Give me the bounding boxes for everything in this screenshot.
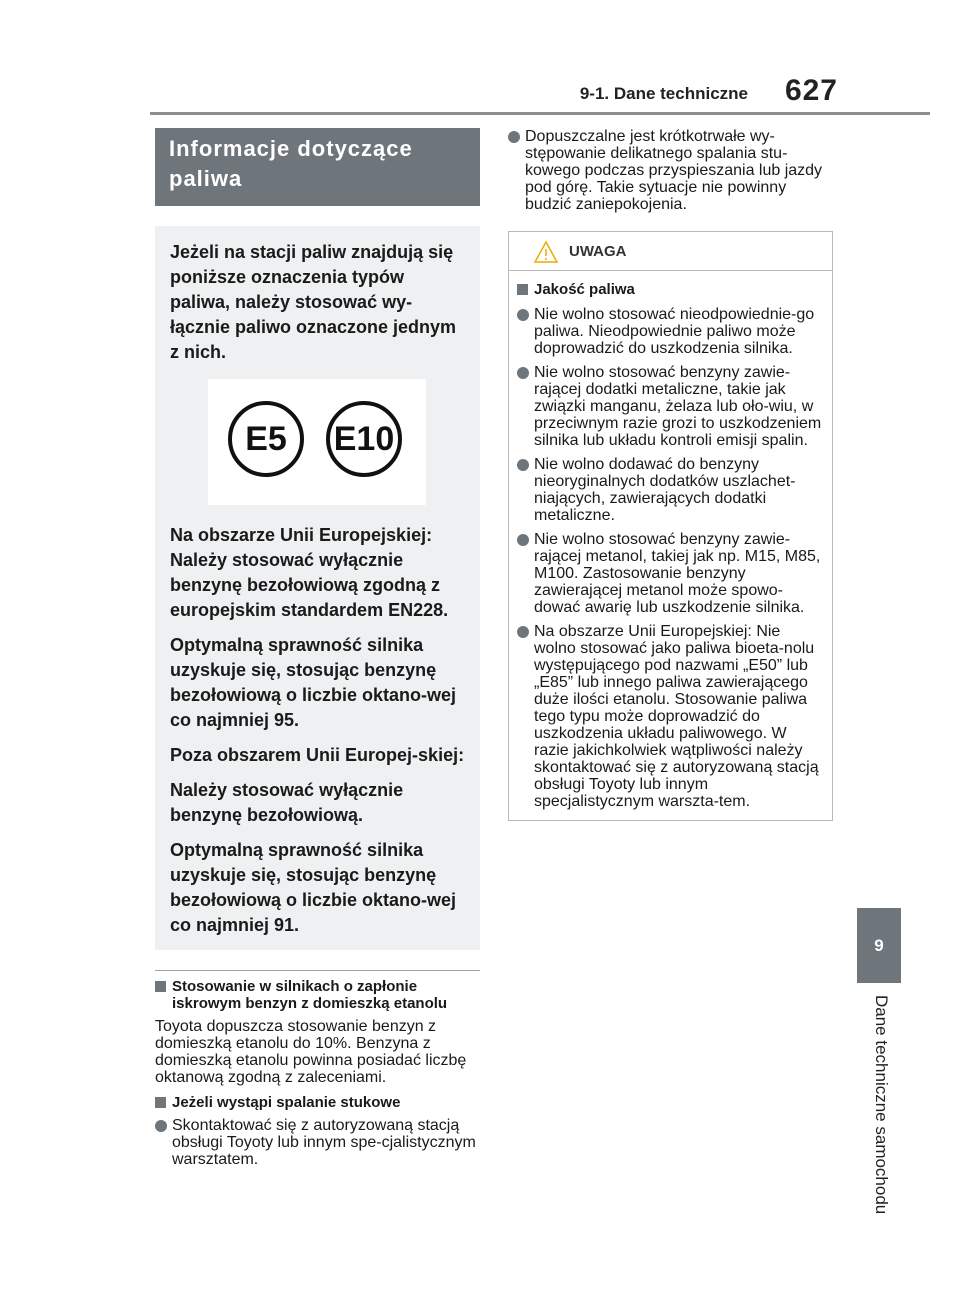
warning-bullet: Nie wolno stosować nieodpowiednie-go paliwa. Nieodpowiednie paliwo może doprowadzić do uszkodzenia silnika. [517, 306, 824, 357]
page-number: 627 [784, 74, 838, 107]
fuel-info-box [155, 226, 480, 950]
ethanol-text: Toyota dopuszcza stosowanie benzyn z domieszką etanolu do 10%. Benzyna z domieszką etanolu powinna posiadać liczbę oktanową zgodną z zaleceniami. [155, 1018, 467, 1086]
chapter-label: Dane techniczne samochodu [872, 995, 891, 1215]
chapter-tab [857, 908, 901, 983]
e10-label: E10 [326, 401, 402, 477]
knocking-heading: Jeżeli wystąpi spalanie stukowe [155, 1094, 480, 1111]
fuel-quality-heading: Jakość paliwa [517, 281, 824, 298]
round-bullet-icon [155, 1120, 167, 1132]
section-title: 9-1. Dane techniczne [579, 84, 748, 103]
warning-header [509, 232, 832, 271]
warning-body [509, 271, 832, 820]
fuel-labels-image [208, 379, 426, 505]
left-column [155, 128, 480, 1174]
round-bullet-icon [517, 309, 529, 321]
warning-label: UWAGA [569, 243, 627, 260]
page-header [150, 76, 930, 110]
round-bullet-icon [508, 131, 520, 143]
box-paragraph: Optymalną sprawność silnika uzyskuje się, stosując benzynę bezołowiową o liczbie oktano-wej co najmniej 95. [170, 635, 457, 730]
square-bullet-icon [155, 1097, 166, 1108]
round-bullet-icon [517, 367, 529, 379]
round-bullet-icon [517, 626, 529, 638]
warning-box [508, 231, 833, 821]
square-bullet-icon [517, 284, 528, 295]
warning-bullet: Nie wolno dodawać do benzyny nieoryginalnych dodatków uszlachet-niających, zawierających dodatki metaliczne. [517, 456, 824, 524]
fuel-info-title: Informacje dotyczące paliwa [155, 128, 480, 206]
box-intro: Jeżeli na stacji paliw znajdują się poniższe oznaczenia typów paliwa, należy stosować wy-łącznie paliwo oznaczone jednym z nich. [170, 242, 457, 362]
warning-bullet: Na obszarze Unii Europejskiej: Nie wolno stosować jako paliwa bioeta-nolu występującego pod nazwami „E50” lub „E85” lub innego paliwa zawierającego duże ilości etanolu. Stosowanie paliwa tego typu może doprowadzić do uszkodzenia układu paliwowego. W razie jakichkolwiek wątpliwości należy skontaktować się z autoryzowaną stacją obsługi Toyoty lub innym specjalistycznym warszta-tem. [517, 623, 824, 810]
box-paragraph: Należy stosować wyłącznie benzynę bezołowiową. [170, 780, 404, 825]
ethanol-section [155, 970, 480, 1168]
warning-triangle-icon [533, 240, 559, 264]
warning-bullet: Nie wolno stosować benzyny zawie-rającej metanol, takiej jak np. M15, M85, M100. Zastosowanie benzyny zawierającej metanol może spowo-dować awarię lub uszkodzenie silnika. [517, 531, 824, 616]
box-paragraph: Poza obszarem Unii Europej-skiej: [170, 745, 465, 765]
header-divider [150, 112, 930, 115]
round-bullet-icon [517, 459, 529, 471]
warning-bullet: Nie wolno stosować benzyny zawie-rającej dodatki metaliczne, takie jak związki manganu, żelaza lub oło-wiu, w przeciwnym razie grozi to uszkodzeniem silnika lub układu kontroli emisji spalin. [517, 364, 824, 449]
box-paragraph: Optymalną sprawność silnika uzyskuje się, stosując benzynę bezołowiową o liczbie oktano-wej co najmniej 91. [170, 840, 457, 935]
right-column [508, 128, 833, 821]
knocking-bullet: Skontaktować się z autoryzowaną stacją obsługi Toyoty lub innym spe-cjalistycznym warsztatem. [155, 1117, 480, 1168]
ethanol-heading: Stosowanie w silnikach o zapłonie iskrowym benzyn z domieszką etanolu [155, 978, 480, 1012]
square-bullet-icon [155, 981, 166, 992]
box-paragraph: Na obszarze Unii Europejskiej: Należy stosować wyłącznie benzynę bezołowiową zgodną z europejskim standardem EN228. [170, 525, 449, 620]
knocking-note-bullet: Dopuszczalne jest krótkotrwałe wy-stępowanie delikatnego spalania stu-kowego podczas przyspieszania lub jazdy pod górę. Takie sytuacje nie powinny budzić zaniepokojenia. [508, 128, 833, 213]
e5-label: E5 [228, 401, 304, 477]
round-bullet-icon [517, 534, 529, 546]
chapter-number: 9 [874, 935, 884, 955]
